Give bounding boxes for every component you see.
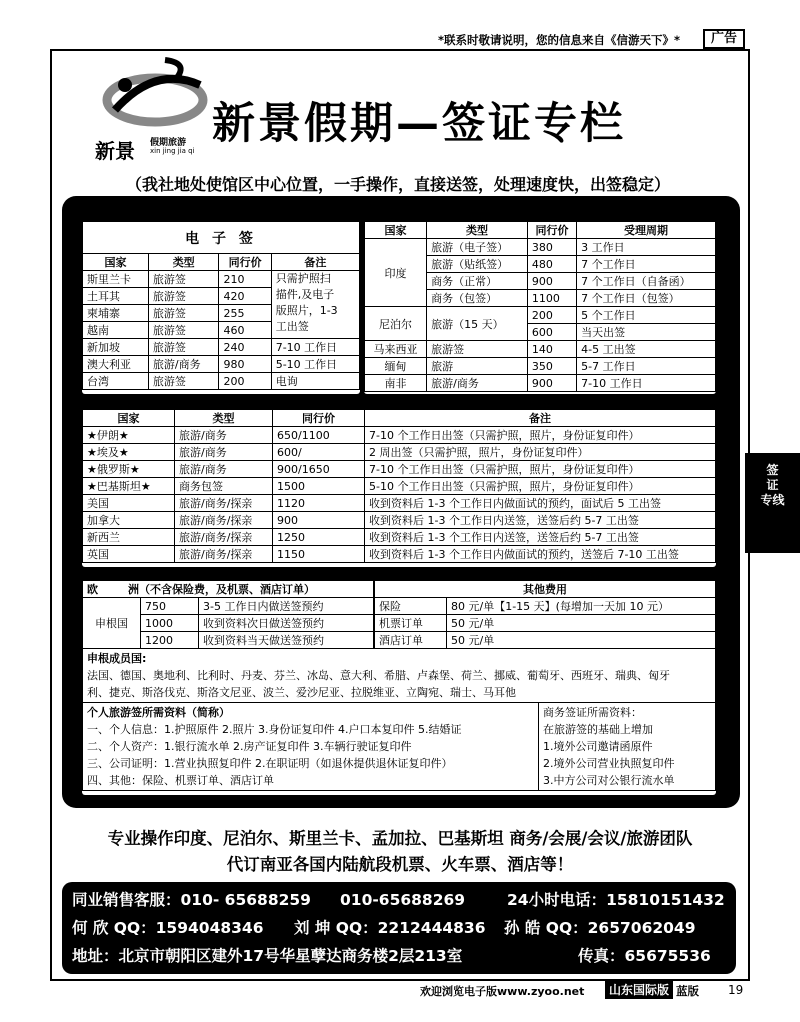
cell-country: ★埃及★ (83, 444, 175, 461)
visa-info-box (62, 196, 740, 808)
cell-country: 加拿大 (83, 512, 175, 529)
cell-type: 旅游签 (148, 288, 219, 305)
esign-heading: 电 子 签 (83, 222, 360, 254)
contact-box (62, 882, 736, 974)
cell-price: 1100 (527, 290, 576, 307)
cell-period: 当天出签 (577, 324, 716, 341)
cell-type: 商务（正常） (427, 273, 528, 290)
personal-docs (83, 703, 539, 790)
note-line: 描件,及电子 (275, 288, 335, 301)
cell-price: 210 (219, 271, 271, 288)
page-subtitle: （我社地处使馆区中心位置，一手操作，直接送签，处理速度快，出签稳定） (125, 175, 670, 194)
doc-line: 商务签证所需资料： (543, 706, 642, 719)
doc-line: 1.境外公司邀请函原件 (543, 740, 653, 753)
esign-header: 同行价 (219, 254, 271, 271)
esign-merged-note (271, 271, 359, 339)
doc-line: 2.境外公司营业执照复印件 (543, 757, 675, 770)
cell-type: 旅游/商务 (175, 427, 273, 444)
page-title: 新景假期—签证专栏 (212, 99, 626, 149)
europe-heading-b: 洲（不含保险费，及机票、酒店订单） (128, 583, 315, 596)
cell-type: 旅游签 (427, 341, 528, 358)
cell-country: 英国 (83, 546, 175, 563)
table-row (365, 358, 716, 375)
main-header: 同行价 (273, 410, 365, 427)
address: 地址：北京市朝阳区建外17号华星孽达商务楼2层213室 (72, 947, 463, 965)
cell-price: 480 (527, 256, 576, 273)
esign-header: 类型 (148, 254, 219, 271)
cell-type: 旅游（15 天） (427, 307, 528, 341)
cell-country: 澳大利亚 (83, 356, 149, 373)
table-row (83, 271, 360, 288)
promo-line-2: 代订南亚各国内陆航段机票、火车票、酒店等！ (226, 855, 574, 874)
page-number: 19 (728, 983, 744, 997)
logo-pinyin: xin jing jia qi (150, 147, 195, 155)
cell-type: 旅游/商务/探亲 (175, 546, 273, 563)
cell-type: 旅游/商务 (175, 461, 273, 478)
personal-docs-heading: 个人旅游签所需资料（简称） (87, 706, 230, 719)
cell-type: 旅游/商务 (148, 356, 219, 373)
table-row (83, 598, 374, 615)
cell-country: 柬埔寨 (83, 305, 149, 322)
table-row (375, 615, 716, 632)
asia-header: 同行价 (527, 222, 576, 239)
side-tab-text: 签 (766, 463, 779, 477)
cell-country: 土耳其 (83, 288, 149, 305)
cell-price: 600/ (273, 444, 365, 461)
cell-price: 1000 (141, 615, 199, 632)
promo-line-1: 专业操作印度、尼泊尔、斯里兰卡、孟加拉、巴基斯坦 商务/会展/会议/旅游团队 (107, 829, 693, 848)
side-tab-text: 专线 (760, 493, 785, 507)
cell-type: 旅游 (427, 358, 528, 375)
table-row (83, 512, 716, 529)
company-logo (95, 55, 220, 165)
cell-country: 新加坡 (83, 339, 149, 356)
top-rule (50, 49, 750, 51)
cell-price: 350 (527, 358, 576, 375)
cell-country: 马来西亚 (365, 341, 427, 358)
table-row (83, 495, 716, 512)
cell-item: 保险 (375, 598, 447, 615)
cell-type: 旅游签 (148, 322, 219, 339)
cell-country: 新西兰 (83, 529, 175, 546)
cell-price: 900 (273, 512, 365, 529)
contact-note: *联系时敬请说明，您的信息来自《信游天下》* (438, 33, 681, 47)
asia-table (364, 221, 716, 392)
cell-country: 南非 (365, 375, 427, 392)
cell-price: 1150 (273, 546, 365, 563)
cell-price: 1500 (273, 478, 365, 495)
cell-price: 380 (527, 239, 576, 256)
table-row (83, 529, 716, 546)
cell-note: 5-10 工作日 (271, 356, 359, 373)
cell-country: 斯里兰卡 (83, 271, 149, 288)
logo-name: 新景 (95, 139, 135, 163)
cell-period: 4-5 工出签 (577, 341, 716, 358)
cell-type: 商务（包签） (427, 290, 528, 307)
cell-note: 收到资料后 1-3 个工作日内送签，送签后约 5-7 工出签 (365, 512, 716, 529)
fax: 传真：65675536 (578, 947, 711, 965)
cell-type: 旅游签 (148, 271, 219, 288)
schengen-line: 法国、德国、奥地利、比利时、丹麦、芬兰、冰岛、意大利、希腊、卢森堡、荷兰、挪威、葡萄牙、西班牙、瑞典、匈牙 (87, 669, 670, 682)
main-header: 类型 (175, 410, 273, 427)
europe-fees-row (82, 580, 716, 649)
cell-country: 台湾 (83, 373, 149, 390)
side-tab-text: 证 (766, 478, 779, 492)
europe-heading-a: 欧 (87, 583, 98, 596)
cell-price: 200 (527, 307, 576, 324)
cell-note: 收到资料后 1-3 个工作日内送签，送签后约 5-7 工出签 (365, 529, 716, 546)
cell-type: 旅游签 (148, 373, 219, 390)
cell-note: 收到资料后 1-3 个工作日内做面试的预约，送签后 7-10 工出签 (365, 546, 716, 563)
cell-fee: 50 元/单 (447, 615, 716, 632)
docs-row (82, 703, 716, 791)
cell-price: 255 (219, 305, 271, 322)
cell-price: 980 (219, 356, 271, 373)
cell-period: 3 工作日 (577, 239, 716, 256)
logo-swirl-icon (95, 55, 220, 135)
table-row (375, 632, 716, 649)
logo-sub: 假期旅游 (150, 138, 187, 148)
cell-item: 酒店订单 (375, 632, 447, 649)
cell-period: 5 个工作日 (577, 307, 716, 324)
esign-table (82, 221, 360, 390)
other-fees-table (374, 580, 716, 649)
sales-phone: 同业销售客服：010- 65688259 (72, 891, 311, 909)
contact-row (72, 942, 726, 970)
doc-line: 二、个人资产：1.银行流水单 2.房产证复印件 3.车辆行驶证复印件 (87, 740, 412, 753)
cell-price: 900/1650 (273, 461, 365, 478)
esign-header: 备注 (271, 254, 359, 271)
doc-line: 在旅游签的基础上增加 (543, 723, 653, 736)
cell-period: 7 个工作日 (577, 256, 716, 273)
cell-note: 电询 (271, 373, 359, 390)
cell-fee: 80 元/单【1-15 天】(每增加一天加 10 元） (447, 598, 716, 615)
edition-color: 蓝版 (676, 984, 699, 998)
contact-qq: 刘 坤 QQ：2212444836 (294, 919, 486, 937)
cell-fee: 50 元/单 (447, 632, 716, 649)
cell-note: 3-5 工作日内做送签预约 (199, 598, 374, 615)
note-line: 版照片，1-3 (275, 304, 338, 317)
cell-note: 收到资料当天做送签预约 (199, 632, 374, 649)
contact-qq: 孙 皓 QQ：2657062049 (504, 919, 696, 937)
europe-panel (82, 580, 716, 795)
esign-header: 国家 (83, 254, 149, 271)
cell-type: 旅游（电子签） (427, 239, 528, 256)
asia-header: 国家 (365, 222, 427, 239)
note-line: 只需护照扫 (275, 272, 331, 285)
asia-header: 类型 (427, 222, 528, 239)
cell-country: ★巴基斯坦★ (83, 478, 175, 495)
main-header: 国家 (83, 410, 175, 427)
europe-table (82, 580, 374, 649)
cell-country: 印度 (365, 239, 427, 307)
table-row (375, 598, 716, 615)
cell-note: 5-10 个工作日出签（只需护照，照片，身份证复印件） (365, 478, 716, 495)
table-row (83, 427, 716, 444)
table-row (83, 444, 716, 461)
website-link[interactable]: 欢迎浏览电子版www.zyoo.net (420, 985, 585, 998)
cell-price: 200 (219, 373, 271, 390)
table-row (365, 341, 716, 358)
cell-note: 收到资料次日做送签预约 (199, 615, 374, 632)
cell-country: ★伊朗★ (83, 427, 175, 444)
contact-qq: 何 欣 QQ：1594048346 (72, 919, 264, 937)
business-docs (539, 703, 715, 790)
cell-price: 460 (219, 322, 271, 339)
table-row (83, 461, 716, 478)
schengen-members (82, 649, 716, 703)
cell-price: 1200 (141, 632, 199, 649)
main-visa-table (82, 409, 716, 563)
edition-badge: 山东国际版 (605, 980, 673, 999)
cell-note: 7-10 个工作日出签（只需护照，照片，身份证复印件） (365, 461, 716, 478)
doc-line: 四、其他：保险、机票订单、酒店订单 (87, 774, 274, 787)
asia-header: 受理周期 (577, 222, 716, 239)
cell-country: 申根国 (83, 598, 141, 649)
cell-price: 1120 (273, 495, 365, 512)
table-row (83, 339, 360, 356)
cell-country: 尼泊尔 (365, 307, 427, 341)
schengen-heading: 申根成员国: (87, 652, 147, 665)
cell-price: 900 (527, 273, 576, 290)
table-row (365, 307, 716, 324)
cell-type: 旅游签 (148, 339, 219, 356)
table-row (83, 478, 716, 495)
contact-row (72, 886, 726, 914)
cell-type: 旅游签 (148, 305, 219, 322)
asia-panel (364, 221, 716, 394)
table-row (365, 375, 716, 392)
cell-type: 旅游/商务/探亲 (175, 495, 273, 512)
table-row (83, 356, 360, 373)
ad-tag: 广告 (703, 29, 745, 49)
cell-note: 7-10 工作日 (271, 339, 359, 356)
cell-type: 旅游/商务 (427, 375, 528, 392)
cell-type: 旅游/商务/探亲 (175, 529, 273, 546)
cell-price: 600 (527, 324, 576, 341)
cell-price: 1250 (273, 529, 365, 546)
sales-phone-2: 010-65688269 (340, 891, 466, 909)
cell-price: 420 (219, 288, 271, 305)
schengen-line: 利、捷克、斯洛伐克、斯洛文尼亚、波兰、爱沙尼亚、拉脱维亚、立陶宛、瑞士、马耳他 (87, 686, 516, 699)
cell-period: 7-10 工作日 (577, 375, 716, 392)
cell-period: 7 个工作日（包签） (577, 290, 716, 307)
cell-price: 240 (219, 339, 271, 356)
cell-price: 900 (527, 375, 576, 392)
cell-country: 美国 (83, 495, 175, 512)
cell-note: 7-10 个工作日出签（只需护照，照片，身份证复印件） (365, 427, 716, 444)
cell-price: 750 (141, 598, 199, 615)
cell-note: 2 周出签（只需护照，照片，身份证复印件） (365, 444, 716, 461)
cell-period: 5-7 工作日 (577, 358, 716, 375)
cell-country: 缅甸 (365, 358, 427, 375)
doc-line: 一、个人信息：1.护照原件 2.照片 3.身份证复印件 4.户口本复印件 5.结婚证 (87, 723, 462, 736)
main-header: 备注 (365, 410, 716, 427)
cell-type: 商务包签 (175, 478, 273, 495)
hotline: 24小时电话：15810151432 (507, 891, 725, 909)
cell-price: 140 (527, 341, 576, 358)
main-visa-panel (82, 409, 716, 567)
cell-type: 旅游（贴纸签） (427, 256, 528, 273)
table-row (83, 546, 716, 563)
cell-country: 越南 (83, 322, 149, 339)
cell-country: ★俄罗斯★ (83, 461, 175, 478)
table-row (365, 239, 716, 256)
cell-note: 收到资料后 1-3 个工作日内做面试的预约，面试后 5 工出签 (365, 495, 716, 512)
other-fees-heading: 其他费用 (375, 581, 716, 598)
cell-item: 机票订单 (375, 615, 447, 632)
side-tab (745, 453, 800, 553)
cell-period: 7 个工作日（自备函） (577, 273, 716, 290)
cell-type: 旅游/商务/探亲 (175, 512, 273, 529)
cell-type: 旅游/商务 (175, 444, 273, 461)
doc-line: 3.中方公司对公银行流水单 (543, 774, 675, 787)
doc-line: 三、公司证明：1.营业执照复印件 2.在职证明（如退休提供退休证复印件） (87, 757, 453, 770)
contact-row (72, 914, 726, 942)
frame-left (50, 49, 52, 979)
esign-panel (82, 221, 360, 394)
note-line: 工出签 (275, 320, 309, 333)
table-row (83, 373, 360, 390)
cell-price: 650/1100 (273, 427, 365, 444)
europe-heading (83, 581, 374, 598)
